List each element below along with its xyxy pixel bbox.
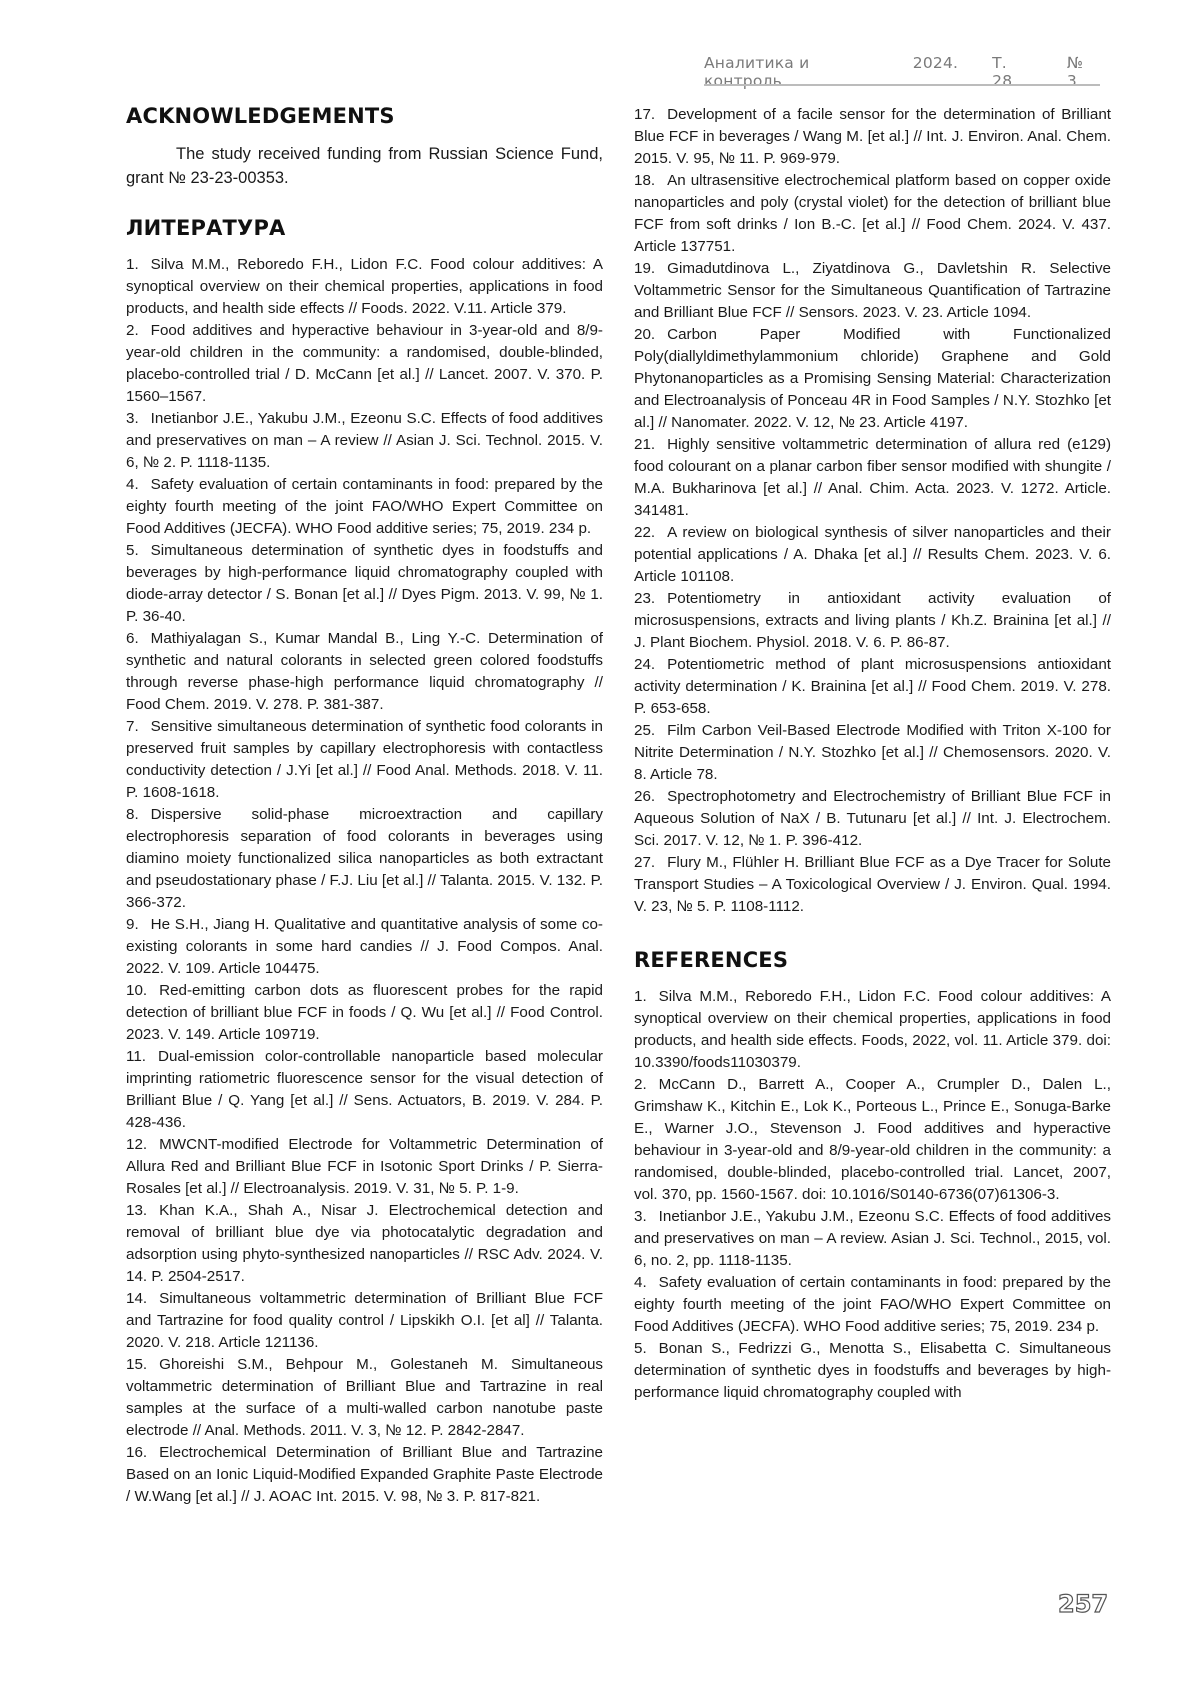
reference-text: Inetianbor J.E., Yakubu J.M., Ezeonu S.C. Effects of food additives and preservatives on man – A review // Asian J. Sci. Technol. 2015. V. 6, № 2. P. 1118-1135.: [126, 410, 603, 471]
reference-text: Potentiometry in antioxidant activity evaluation of microsuspensions, extracts and living plants / Kh.Z. Brainina [et al.] // J. Plant Biochem. Physiol. 2018. V. 6. P. 86-87.: [634, 590, 1111, 651]
reference-number: 11.: [126, 1048, 146, 1065]
reference-number: 4.: [634, 1274, 647, 1291]
reference-text: Carbon Paper Modified with Functionalized Poly(diallyldimethylammonium chloride) Graphene and Gold Phytonanoparticles as a Promising Sensing Material: Characterization and Electroanalysis of Ponceau 4R in Food Samples / N.Y. Stozhko [et al.] // Nanomater. 2022. V. 12, № 23. Article 4197.: [634, 326, 1111, 431]
reference-text: Highly sensitive voltammetric determination of allura red (e129) food colourant on a planar carbon fiber sensor modified with shungite / M.A. Bukharinova [et al.] // Anal. Chim. Acta. 2023. V. 1272. Article. 341481.: [634, 436, 1111, 519]
journal-year: 2024.: [913, 54, 958, 86]
reference-item: [634, 986, 1111, 1074]
reference-number: 4.: [126, 476, 139, 493]
reference-text: Dispersive solid-phase microextraction and capillary electrophoresis separation of food colorants in beverages using diamino moiety functionalized silica nanoparticles as both extractant and pseudostationary phase / F.J. Liu [et al.] // Talanta. 2015. V. 132. P. 366-372.: [126, 806, 603, 911]
reference-number: 5.: [126, 542, 139, 559]
reference-item: [634, 1074, 1111, 1206]
reference-item: [634, 522, 1111, 588]
reference-number: 19.: [634, 260, 655, 277]
reference-item: [634, 654, 1111, 720]
reference-item: [126, 540, 603, 628]
reference-number: 1.: [126, 256, 139, 273]
reference-text: Simultaneous determination of synthetic dyes in foodstuffs and beverages by high-performance liquid chromatography coupled with diode-array detector / S. Bonan [et al.] // Dyes Pigm. 2013. V. 99, № 1. P. 36-40.: [126, 542, 603, 625]
reference-number: 21.: [634, 436, 655, 453]
reference-text: Silva M.M., Reboredo F.H., Lidon F.C. Food colour additives: A synoptical overview on their chemical properties, applications in food products, and health side effects // Foods. 2022. V.11. Article 379.: [126, 256, 603, 317]
reference-item: [634, 1338, 1111, 1404]
reference-item: [126, 1046, 603, 1134]
reference-number: 22.: [634, 524, 655, 541]
reference-item: [126, 1288, 603, 1354]
reference-number: 23.: [634, 590, 655, 607]
reference-number: 10.: [126, 982, 147, 999]
reference-number: 1.: [634, 988, 647, 1005]
reference-number: 26.: [634, 788, 655, 805]
reference-item: [634, 852, 1111, 918]
reference-item: [126, 716, 603, 804]
reference-number: 20.: [634, 326, 655, 343]
reference-text: Inetianbor J.E., Yakubu J.M., Ezeonu S.C. Effects of food additives and preservatives on man – A review. Asian J. Sci. Technol., 2015, vol. 6, no. 2, pp. 1118-1135.: [634, 1208, 1111, 1269]
reference-number: 9.: [126, 916, 139, 933]
reference-text: A review on biological synthesis of silver nanoparticles and their potential applications / A. Dhaka [et al.] // Results Chem. 2023. V. 6. Article 101108.: [634, 524, 1111, 585]
reference-number: 5.: [634, 1340, 647, 1357]
reference-number: 3.: [634, 1208, 647, 1225]
reference-number: 15.: [126, 1356, 147, 1373]
reference-text: Red-emitting carbon dots as fluorescent probes for the rapid detection of brilliant blue FCF in foods / Q. Wu [et al.] // Food Control. 2023. V. 149. Article 109719.: [126, 982, 603, 1043]
reference-number: 12.: [126, 1136, 147, 1153]
reference-text: Sensitive simultaneous determination of synthetic food colorants in preserved fruit samples by capillary electrophoresis with contactless conductivity detection / J.Yi [et al.] // Food Anal. Methods. 2018. V. 11. P. 1608-1618.: [126, 718, 603, 801]
journal-issue: № 3.: [1067, 54, 1100, 86]
reference-number: 2.: [634, 1076, 647, 1093]
reference-item: [126, 474, 603, 540]
reference-text: He S.H., Jiang H. Qualitative and quantitative analysis of some co-existing colorants in some hard candies // J. Food Compos. Anal. 2022. V. 109. Article 104475.: [126, 916, 603, 977]
reference-text: Bonan S., Fedrizzi G., Menotta S., Elisabetta C. Simultaneous determination of synthetic dyes in foodstuffs and beverages by high-performance liquid chromatography coupled with: [634, 1340, 1111, 1401]
reference-text: Khan K.A., Shah A., Nisar J. Electrochemical detection and removal of brilliant blue dye via photocatalytic degradation and adsorption using phyto-synthesized nanoparticles // RSC Adv. 2024. V. 14. P. 2504-2517.: [126, 1202, 603, 1285]
reference-number: 6.: [126, 630, 139, 647]
reference-item: [126, 1354, 603, 1442]
reference-number: 14.: [126, 1290, 147, 1307]
page-number: 257: [1058, 1590, 1102, 1624]
reference-text: Electrochemical Determination of Brilliant Blue and Tartrazine Based on an Ionic Liquid-Modified Expanded Graphite Paste Electrode / W.Wang [et al.] // J. AOAC Int. 2015. V. 98, № 3. P. 817-821.: [126, 1444, 603, 1505]
literature-list-left: [126, 254, 603, 1508]
reference-number: 18.: [634, 172, 655, 189]
reference-number: 17.: [634, 106, 655, 123]
reference-text: Ghoreishi S.M., Behpour M., Golestaneh M. Simultaneous voltammetric determination of Brilliant Blue and Tartrazine in real samples at the surface of a multi-walled carbon nanotube paste electrode // Anal. Methods. 2011. V. 3, № 12. P. 2842-2847.: [126, 1356, 603, 1439]
acknowledgements-text: The study received funding from Russian Science Fund, grant № 23-23-00353.: [126, 142, 603, 190]
reference-text: Safety evaluation of certain contaminants in food: prepared by the eighty fourth meeting of the joint FAO/WHO Expert Committee on Food Additives (JECFA). WHO Food additive series; 75, 2019. 234 p.: [634, 1274, 1111, 1335]
reference-number: 24.: [634, 656, 655, 673]
reference-text: McCann D., Barrett A., Cooper A., Crumpler D., Dalen L., Grimshaw K., Kitchin E., Lok K., Porteous L., Prince E., Sonuga-Barke E., Warner J.O., Stevenson J. Food additives and hyperactive behaviour in 3-year-old and 8/9-year-old children in the community: a randomised, double-blinded, placebo-controlled trial. Lancet, 2007, vol. 370, pp. 1560-1567. doi: 10.1016/S0140-6736(07)61306-3.: [634, 1076, 1111, 1203]
header-rule: [704, 84, 1100, 86]
reference-item: [126, 1442, 603, 1508]
reference-item: [634, 588, 1111, 654]
reference-item: [634, 720, 1111, 786]
reference-number: 2.: [126, 322, 139, 339]
reference-item: [634, 786, 1111, 852]
reference-text: Mathiyalagan S., Kumar Mandal B., Ling Y.-C. Determination of synthetic and natural colorants in selected green colored foodstuffs through reverse phase-high performance liquid chromatography // Food Chem. 2019. V. 278. P. 381-387.: [126, 630, 603, 713]
reference-text: Silva M.M., Reboredo F.H., Lidon F.C. Food colour additives: A synoptical overview on their chemical properties, applications in food products, and health side effects. Foods, 2022, vol. 11. Article 379. doi: 10.3390/foods11030379.: [634, 988, 1111, 1071]
references-list: [634, 986, 1111, 1404]
reference-text: Simultaneous voltammetric determination of Brilliant Blue FCF and Tartrazine for food quality control / Lipskikh O.I. [et al] // Talanta. 2020. V. 218. Article 121136.: [126, 1290, 603, 1351]
reference-item: [126, 254, 603, 320]
running-header: [704, 54, 1100, 86]
reference-text: Safety evaluation of certain contaminants in food: prepared by the eighty fourth meeting of the joint FAO/WHO Expert Committee on Food Additives (JECFA). WHO Food additive series; 75, 2019. 234 p.: [126, 476, 603, 537]
journal-title: Аналитика и контроль.: [704, 54, 879, 86]
reference-text: Spectrophotometry and Electrochemistry of Brilliant Blue FCF in Aqueous Solution of NaX / B. Tutunaru [et al.] // Int. J. Electrochem. Sci. 2017. V. 12, № 1. P. 396-412.: [634, 788, 1111, 849]
reference-text: Gimadutdinova L., Ziyatdinova G., Davletshin R. Selective Voltammetric Sensor for the Simultaneous Quantification of Tartrazine and Brilliant Blue FCF // Sensors. 2023. V. 23. Article 1094.: [634, 260, 1111, 321]
journal-volume: Т. 28.: [992, 54, 1033, 86]
reference-item: [634, 324, 1111, 434]
reference-number: 16.: [126, 1444, 147, 1461]
reference-item: [634, 104, 1111, 170]
reference-item: [126, 408, 603, 474]
literature-list-right: [634, 104, 1111, 918]
left-column: [126, 104, 603, 1508]
reference-number: 3.: [126, 410, 139, 427]
acknowledgements-heading: ACKNOWLEDGEMENTS: [126, 104, 603, 128]
reference-text: Film Carbon Veil-Based Electrode Modified with Triton X-100 for Nitrite Determination / N.Y. Stozhko [et al.] // Chemosensors. 2020. V. 8. Article 78.: [634, 722, 1111, 783]
reference-item: [126, 980, 603, 1046]
reference-item: [634, 434, 1111, 522]
reference-item: [634, 1206, 1111, 1272]
literature-heading: ЛИТЕРАТУРА: [126, 216, 603, 240]
reference-item: [126, 804, 603, 914]
reference-text: MWCNT-modified Electrode for Voltammetric Determination of Allura Red and Brilliant Blue FCF in Isotonic Sport Drinks / P. Sierra-Rosales [et al.] // Electroanalysis. 2019. V. 31, № 5. P. 1-9.: [126, 1136, 603, 1197]
reference-item: [126, 628, 603, 716]
reference-text: Dual-emission color-controllable nanoparticle based molecular imprinting ratiometric fluorescence sensor for the visual detection of Brilliant Blue / Q. Yang [et al.] // Sens. Actuators, B. 2019. V. 284. P. 428-436.: [126, 1048, 603, 1131]
reference-item: [634, 258, 1111, 324]
reference-number: 7.: [126, 718, 139, 735]
reference-text: Flury M., Flühler H. Brilliant Blue FCF as a Dye Tracer for Solute Transport Studies – A Toxicological Overview / J. Environ. Qual. 1994. V. 23, № 5. P. 1108-1112.: [634, 854, 1111, 915]
reference-number: 13.: [126, 1202, 147, 1219]
reference-item: [126, 1134, 603, 1200]
reference-number: 25.: [634, 722, 655, 739]
reference-text: Food additives and hyperactive behaviour in 3-year-old and 8/9-year-old children in the community: a randomised, double-blinded, placebo-controlled trial / D. McCann [et al.] // Lancet. 2007. V. 370. P. 1560–1567.: [126, 322, 603, 405]
reference-text: Potentiometric method of plant microsuspensions antioxidant activity determination / K. Brainina [et al.] // Food Chem. 2019. V. 278. P. 653-658.: [634, 656, 1111, 717]
reference-text: Development of a facile sensor for the determination of Brilliant Blue FCF in beverages / Wang M. [et al.] // Int. J. Environ. Anal. Chem. 2015. V. 95, № 11. P. 969-979.: [634, 106, 1111, 167]
reference-number: 8.: [126, 806, 139, 823]
right-column: [634, 104, 1111, 1404]
reference-item: [634, 170, 1111, 258]
reference-item: [126, 320, 603, 408]
reference-number: 27.: [634, 854, 655, 871]
reference-item: [126, 914, 603, 980]
reference-item: [634, 1272, 1111, 1338]
reference-item: [126, 1200, 603, 1288]
references-heading: REFERENCES: [634, 948, 1111, 972]
reference-text: An ultrasensitive electrochemical platform based on copper oxide nanoparticles and poly (crystal violet) for the detection of brilliant blue FCF from soft drinks / Ion B.-C. [et al.] // Food Chem. 2024. V. 437. Article 137751.: [634, 172, 1111, 255]
